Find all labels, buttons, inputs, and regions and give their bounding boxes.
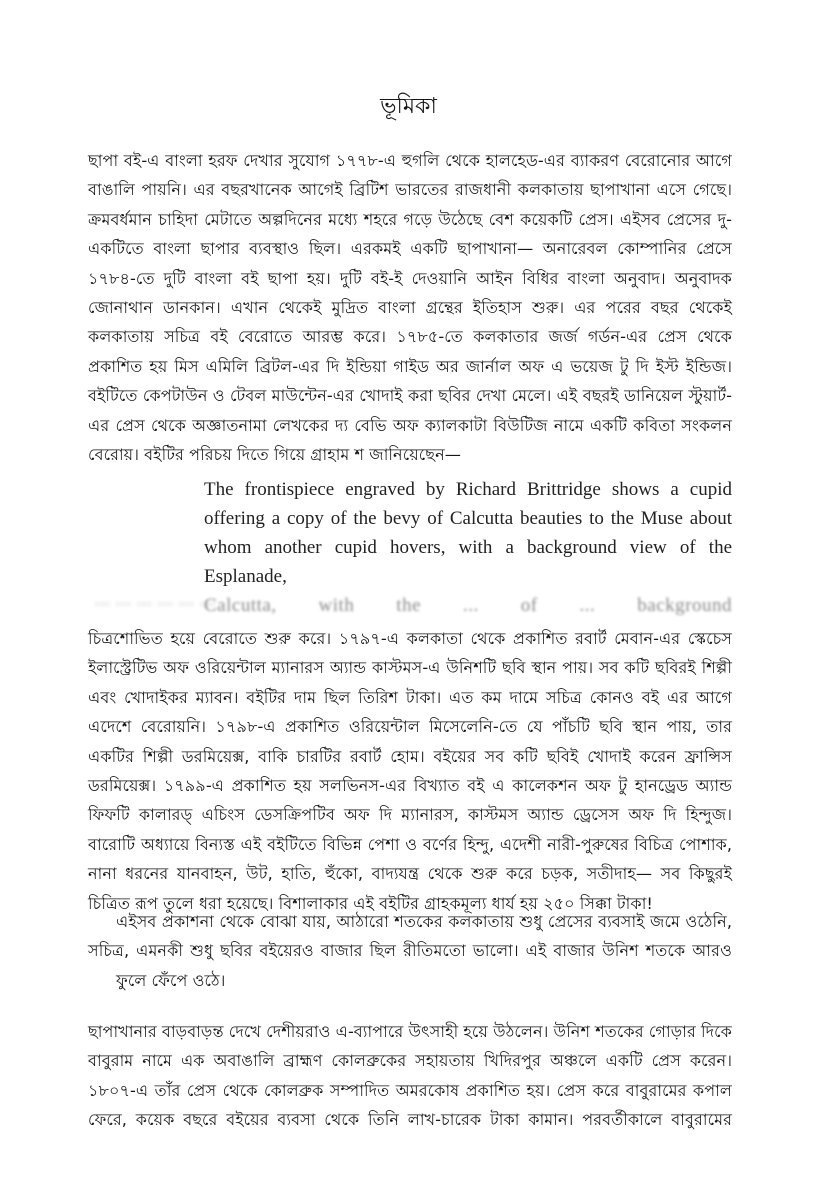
text-line: ফেরে, কয়েক বছরে বইয়ের ব্যবসা থেকে তিনি লাখ-চারেক টাকা কামান। পরবর্তীকালে বাবুরামের (88, 1110, 732, 1130)
text-line: শিল্পী এবং খোদাইকর ম্যাবন। বইটির দাম ছিল তিরিশ টাকা। এত কম দামে সচিত্র কোনও বই এর (88, 658, 732, 707)
text-line: ফুলে ফেঁপে ওঠে। (116, 970, 226, 990)
text-line: ছাপা বই-এ বাংলা হরফ দেখার সুযোগ ১৭৭৮-এ হুগলি থেকে হালহেড-এর ব্যাকরণ বেরোনোর (88, 151, 691, 170)
text-line: কলকাতায় সচিত্র বই বেরোতে আরম্ভ করে। ১৭৮৫-তে কলকাতার জর্জ গর্ডন-এর প্রেস থেকে প্রকাশিত (88, 327, 732, 376)
smudged-line: ... ... ... ... ... ... (95, 590, 216, 609)
text-line: এইসব প্রকাশনা থেকে বোঝা যায়, আঠারো শতকের কলকাতায় শুধু প্রেসের ব্যবসাই জমে ওঠেনি, (116, 912, 732, 931)
quote-line: a copy of the bevy of Calcutta beauties to the Muse about whom (204, 508, 733, 558)
text-line: ইলাস্ট্রেটিভ অফ ওরিয়েন্টাল ম্যানারস অ্যান্ড কাস্টমস-এ উনিশটি ছবি স্থান পায়। সব কটি ছবিরই (88, 658, 696, 678)
text-line: গেছে। ক্রমবর্ধমান চাহিদা মেটাতে অল্পদিনের মধ্যে শহরে গড়ে উঠেছে বেশ কয়েকটি প্রেস। এইসব (88, 180, 732, 229)
text-line: বারোটি অধ্যায়ে বিন্যস্ত এই বইটিতে বিভিন্ন পেশা ও বর্ণের হিন্দু, এদেশী নারী-পুরুষের বিচিত্র পোশাক, (88, 834, 732, 854)
quote-line-faded: Calcutta, with the ... of ... background (204, 595, 732, 616)
quote-line: The frontispiece engraved by Richard Brittridge shows a cupid offering (204, 479, 732, 529)
text-line: বেরোয়। বইটির পরিচয় দিতে গিয়ে গ্রাহাম শ জানিয়েছেন— (88, 445, 461, 465)
text-line: ১৮০৭-এ তাঁর প্রেস থেকে কোলব্রুক সম্পাদিত অমরকোষ প্রকাশিত হয়। প্রেস করে বাবুরামের কপাল (88, 1080, 732, 1100)
text-line: প্রেস থেকে অজ্ঞাতনামা লেখকের দ্য বেভি অফ ক্যালকাটা বিউটিজ নামে একটি কবিতা সংকলন (115, 415, 732, 435)
text-line: জোনাথান ডানকান। এখান থেকেই মুদ্রিত বাংলা গ্রন্থের ইতিহাস শুরু। এর পরের বছর থেকেই (88, 298, 732, 318)
text-line: আগে বাঙালি পায়নি। এর বছরখানেক আগেই ব্রিটিশ ভারতের রাজধানী কলকাতায় ছাপাখানা এসে (88, 151, 732, 200)
text-line: কেপটাউন ও টেবল মাউন্টেন-এর খোদাই করা ছবির দেখা মেলে। এই বছরই ডানিয়েল স্টুয়ার্ট-এর (88, 386, 732, 435)
text-line: হয় মিস এমিলি ব্রিটল-এর দি ইন্ডিয়া গাইড অর জার্নাল অফ এ ভয়েজ টু দি ইস্ট ইন্ডিজ। বইটিতে (88, 356, 732, 406)
page-title: ভূমিকা (380, 94, 437, 119)
text-line: প্রেসে ১৭৮৪-তে দুটি বাংলা বই ছাপা হয়। দুটি বই-ই দেওয়ানি আইন বিধির বাংলা অনুবাদ। অনুবাদক (88, 239, 732, 288)
paragraph-2 (88, 624, 732, 918)
text-line: দিকে বাবুরাম নামে এক অবাঙালি ব্রাহ্মণ কোলব্রুকের সহায়তায় খিদিরপুর অঞ্চলে একটি প্রেস করেন। (88, 1022, 732, 1071)
text-line: নানা ধরনের যানবাহন, উট, হাতি, হুঁকো, বাদ্যযন্ত্র থেকে শুরু করে চড়ক, সতীদাহ— সব কিছুরই (88, 864, 732, 884)
paragraph-4 (88, 1017, 732, 1135)
text-line: আগে এদেশে বেরোয়নি। ১৭৯৮-এ প্রকাশিত ওরিয়েন্টাল মিসেলেনি-তে যে পাঁচটি ছবি স্থান পায়, (88, 687, 732, 737)
text-line: সচিত্র, এমনকী শুধু ছবির বইয়েরও বাজার ছিল রীতিমতো ভালো। এই বাজার উনিশ শতকে আরও (88, 941, 732, 961)
text-line: চিত্রশোভিত হয়ে বেরোতে শুরু করে। ১৭৯৭-এ কলকাতা থেকে প্রকাশিত রবার্ট মেবান-এর স্কেচেস (88, 629, 732, 648)
text-line: ফিফটি কালারড্ এচিংস ডেসক্রিপটিব অফ দি ম্যানারস, কাস্টমস অ্যান্ড ড্রেসেস অফ দি হিন্দুজ। (88, 805, 732, 825)
text-line: প্রেসের দু-একটিতে বাংলা ছাপার ব্যবস্থাও ছিল। এরকমই একটি ছাপাখানা— অনারেবল কোম্পানির (88, 209, 732, 259)
paragraph-1 (88, 146, 732, 469)
text-line: চিত্রিত রূপ তুলে ধরা হয়েছে। বিশালাকার এই বইটির গ্রাহকমূল্য ধার্য হয় ২৫০ সিক্কা টাকা! (88, 893, 653, 913)
text-line: ডরমিয়েক্স। ১৭৯৯-এ প্রকাশিত হয় সলভিনস-এর বিখ্যাত বই এ কালেকশন অফ টু হানড্রেড অ্যান্ড (88, 776, 732, 796)
paragraph-3 (88, 907, 732, 995)
text-line: তার একটির শিল্পী ডরমিয়েক্স, বাকি চারটির রবার্ট হোম। বইয়ের সব কটি ছবিই খোদাই করেন ফ্রান্সিস (88, 717, 732, 766)
quote-line: another cupid hovers, with a background view of the Esplanade, (204, 537, 733, 587)
text-line: ছাপাখানার বাড়বাড়ন্ত দেখে দেশীয়রাও এ-ব্যাপারে উৎসাহী হয়ে উঠলেন। উনিশ শতকের গোড়ার (88, 1022, 696, 1041)
